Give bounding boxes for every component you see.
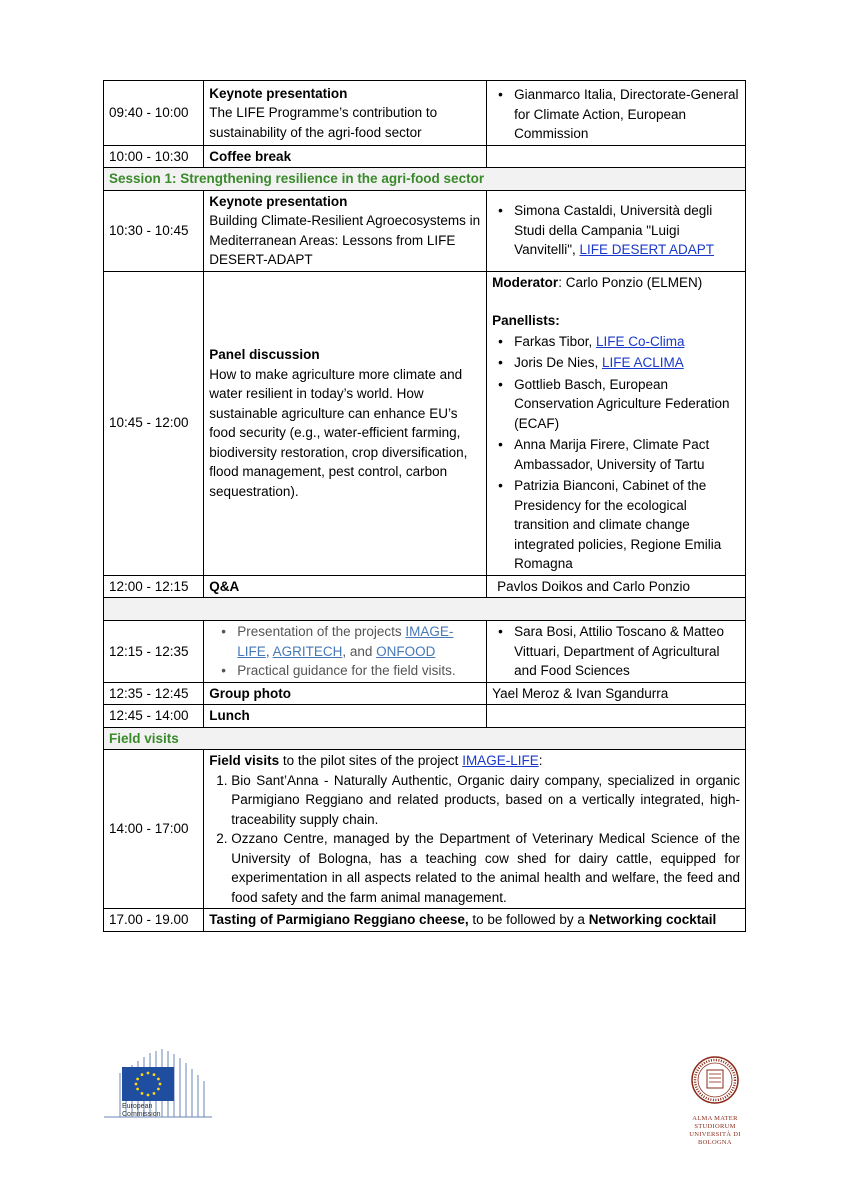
networking-bold: Networking cocktail (588, 912, 717, 927)
panellist-item: • Anna Marija Firere, Climate Pact Ambassador, University of Tartu (514, 435, 740, 474)
session-cell: Coffee break (204, 145, 487, 168)
speaker-item: • Sara Bosi, Attilio Toscano & Matteo Vittuari, Department of Agricultural and Food Sciences (514, 622, 740, 681)
time-cell: 17.00 - 19.00 (104, 909, 204, 932)
panellist-item (514, 332, 740, 352)
session-description: The LIFE Programme’s contribution to sustainability of the agri-food sector (209, 105, 438, 140)
separator: , and (342, 643, 377, 659)
panellist-name: Farkas Tibor, (514, 333, 596, 349)
table-row (104, 682, 746, 705)
item-text: Presentation of the projects (237, 624, 406, 639)
time-cell: 12:15 - 12:35 (104, 621, 204, 683)
unibo-line1: ALMA MATER STUDIORUM (692, 1114, 738, 1130)
table-row (104, 145, 746, 168)
agenda-table (103, 80, 746, 932)
speaker-item: • Gianmarco Italia, Directorate-General for Climate Action, European Commission (514, 85, 740, 144)
speaker-cell (487, 81, 746, 146)
moderator-line (492, 273, 740, 293)
speaker-cell (487, 705, 746, 728)
session-heading: Panel discussion (209, 347, 320, 362)
table-row (104, 190, 746, 271)
intro-text: to the pilot sites of the project (279, 753, 463, 768)
panellist-item: • Patrizia Bianconi, Cabinet of the Presidency for the ecological transition and climate change integrated policies, Regione Emilia Romagna (514, 476, 740, 574)
speaker-cell (487, 621, 746, 683)
session-heading: Keynote presentation (209, 193, 348, 209)
speaker-cell (487, 271, 746, 575)
separator: , (265, 643, 273, 659)
ec-logo-line2: Commission (122, 1111, 161, 1118)
session-item (237, 622, 481, 661)
panellists-label: Panellists: (492, 313, 560, 328)
section-header-row (104, 727, 746, 750)
time-cell: 10:45 - 12:00 (104, 271, 204, 575)
project-link-aclima[interactable]: LIFE ACLIMA (601, 355, 684, 370)
section-header-row (104, 168, 746, 191)
speaker-cell: Pavlos Doikos and Carlo Ponzio (487, 575, 746, 598)
field-visit-item: 2. Ozzano Centre, managed by the Department of Veterinary Medical Science of the University of Bologna, has a teaching cow shed for dairy cattle, equipped for experimentation in all aspects related to the animal health and welfare, the feed and food safety and the farm animal management. (231, 829, 740, 907)
table-row (104, 750, 746, 909)
speaker-cell: Yael Meroz & Ivan Sgandurra (487, 682, 746, 705)
panellist-item: • Gottlieb Basch, European Conservation Agriculture Federation (ECAF) (514, 375, 740, 434)
session-heading: Keynote presentation (209, 85, 348, 101)
field-visits-intro (209, 751, 740, 771)
session-description: Building Climate-Resilient Agroecosystems in Mediterranean Areas: Lessons from LIFE DESERT-ADAPT (209, 213, 481, 267)
project-link-image-life-fv[interactable]: IMAGE-LIFE (462, 753, 539, 768)
table-row (104, 81, 746, 146)
session-cell: Lunch (204, 705, 487, 728)
table-row (104, 271, 746, 575)
moderator-label: Moderator (492, 274, 559, 290)
session-cell (204, 190, 487, 271)
table-row (104, 575, 746, 598)
session-cell (204, 621, 487, 683)
session-description: How to make agriculture more climate and water resilient in today’s world. How sustainable agriculture can enhance EU’s food security (e.g., water-efficient farming, biodiversity restoration, crop diversification, flood management, pest control, carbon sequestration). (209, 366, 468, 499)
tasting-bold: Tasting of Parmigiano Reggiano cheese, (209, 912, 469, 927)
section-title: Session 1: Strengthening resilience in the agri-food sector (104, 168, 746, 191)
field-visits-cell (204, 750, 746, 909)
session-cell: Q&A (204, 575, 487, 598)
speaker-item (514, 201, 740, 260)
session-cell (204, 909, 746, 932)
project-link-onfood[interactable]: ONFOOD (376, 643, 436, 659)
tasting-text: to be followed by a (468, 912, 589, 927)
time-cell: 12:35 - 12:45 (104, 682, 204, 705)
project-link-agritech[interactable]: AGRITECH (272, 643, 343, 659)
session-cell (204, 271, 487, 575)
panellist-item (514, 353, 740, 373)
university-of-bologna-logo (672, 1055, 758, 1146)
speaker-cell (487, 190, 746, 271)
field-visit-item: 1. Bio Sant’Anna - Naturally Authentic, Organic dairy company, specialized in organic Parmigiano Reggiano and related products, based on a vertically integrated, high-traceability supply chain. (231, 771, 740, 830)
project-link-co-clima[interactable]: LIFE Co-Clima (595, 333, 685, 349)
unibo-line2: UNIVERSITÀ DI BOLOGNA (689, 1130, 741, 1146)
moderator-name: : Carlo Ponzio (ELMEN) (558, 274, 703, 290)
time-cell: 10:00 - 10:30 (104, 145, 204, 168)
time-cell: 12:00 - 12:15 (104, 575, 204, 598)
project-link-desert-adapt[interactable]: LIFE DESERT ADAPT (579, 242, 715, 258)
table-row (104, 621, 746, 683)
unibo-seal-icon (672, 1055, 758, 1109)
panellist-name: Joris De Nies, (514, 355, 602, 370)
spacer-cell (104, 598, 746, 621)
session-cell (204, 81, 487, 146)
european-commission-logo (100, 1045, 215, 1127)
speaker-name: Simona Castaldi, Università degli Studi della Campania "Luigi Vanvitelli", (514, 203, 713, 258)
intro-end: : (538, 753, 543, 768)
session-item: • Practical guidance for the field visits. (237, 661, 481, 681)
intro-bold: Field visits (209, 753, 280, 768)
section-title: Field visits (104, 727, 746, 750)
project-link-image-life[interactable]: IMAGE-LIFE (237, 624, 454, 659)
spacer-row (104, 598, 746, 621)
session-cell: Group photo (204, 682, 487, 705)
ec-logo-line1: European (122, 1103, 153, 1110)
speaker-cell (487, 145, 746, 168)
time-cell: 09:40 - 10:00 (104, 81, 204, 146)
table-row (104, 909, 746, 932)
time-cell: 14:00 - 17:00 (104, 750, 204, 909)
table-row (104, 705, 746, 728)
time-cell: 12:45 - 14:00 (104, 705, 204, 728)
time-cell: 10:30 - 10:45 (104, 190, 204, 271)
